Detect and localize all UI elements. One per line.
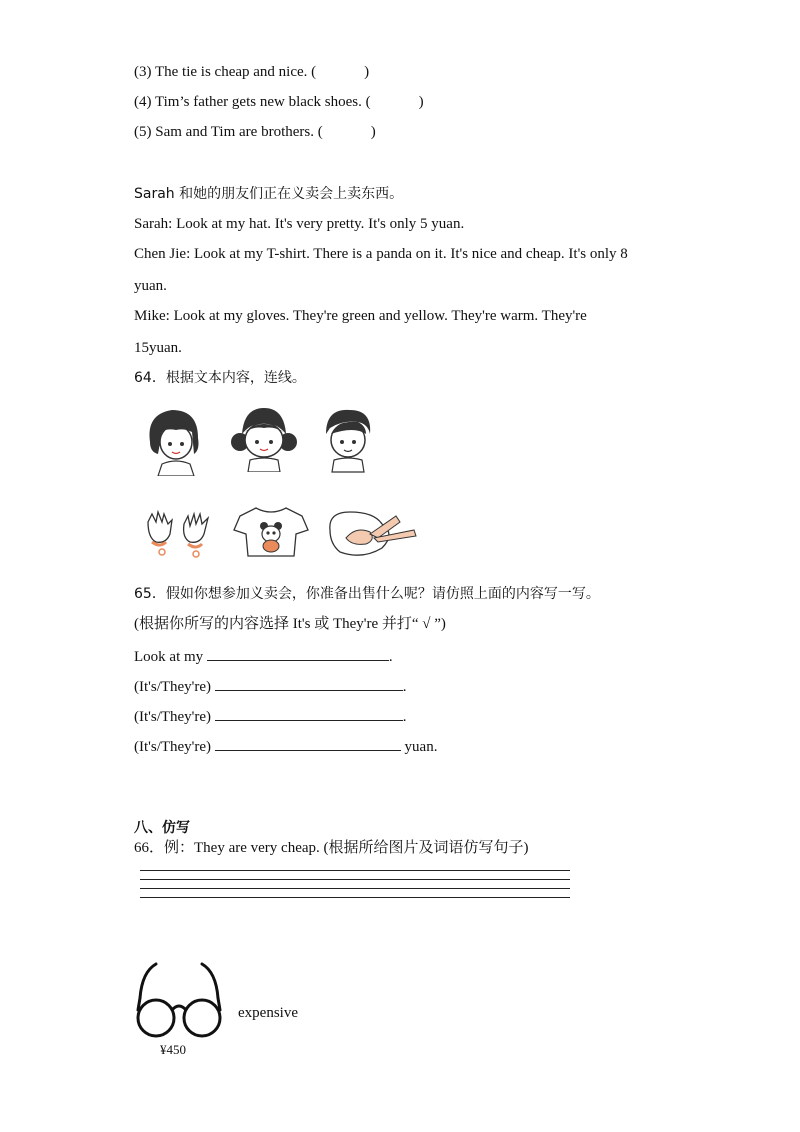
q65-row-4-blank[interactable] bbox=[215, 736, 401, 751]
tf-item-5-close: ) bbox=[370, 124, 376, 140]
q65-row-1-prefix: Look at my bbox=[134, 649, 204, 665]
girl-chenjie-icon bbox=[228, 402, 300, 472]
passage-intro: Sarah 和她的朋友们正在义卖会上卖东西。 bbox=[134, 186, 404, 202]
q65-row-3-prefix: (It's/They're) bbox=[134, 709, 212, 725]
passage-line-chenjie-cont: yuan. bbox=[134, 278, 167, 294]
q65-row-3 bbox=[134, 706, 407, 727]
q65-row-3-blank[interactable] bbox=[215, 706, 403, 721]
section-8-title: 八、仿写 bbox=[134, 820, 190, 836]
tf-item-4-text: (4) Tim’s father gets new black shoes. ( bbox=[134, 94, 371, 110]
panda-tshirt-icon bbox=[232, 504, 310, 560]
q65-row-2-suffix: . bbox=[402, 679, 407, 695]
q65-row-4-suffix: yuan. bbox=[404, 739, 438, 755]
passage-line-sarah: Sarah: Look at my hat. It's very pretty. It's only 5 yuan. bbox=[134, 216, 465, 232]
gloves-icon bbox=[142, 508, 214, 560]
boy-mike-icon bbox=[318, 404, 378, 474]
hat-icon bbox=[326, 504, 422, 560]
glasses-icon bbox=[132, 958, 226, 1042]
q66-price: ¥450 bbox=[160, 1042, 186, 1057]
question-65: 65．假如你想参加义卖会，你准备出售什么呢？请仿照上面的内容写一写。 bbox=[134, 586, 600, 602]
writing-line[interactable] bbox=[140, 870, 570, 879]
q65-row-4 bbox=[134, 736, 437, 757]
tf-item-5-text: (5) Sam and Tim are brothers. ( bbox=[134, 124, 323, 140]
q65-row-1-suffix: . bbox=[388, 649, 393, 665]
question-65-note: (根据你所写的内容选择 It's 或 They're 并打“ √ ”) bbox=[134, 616, 446, 632]
q65-row-3-suffix: . bbox=[402, 709, 407, 725]
tf-item-4-close: ) bbox=[418, 94, 424, 110]
question-64: 64．根据文本内容，连线。 bbox=[134, 370, 306, 386]
writing-line[interactable] bbox=[140, 888, 570, 897]
passage-line-chenjie: Chen Jie: Look at my T-shirt. There is a panda on it. It's nice and cheap. It's only 8 bbox=[134, 246, 628, 262]
tf-item-3-close: ) bbox=[364, 64, 370, 80]
tf-item-3-text: (3) The tie is cheap and nice. ( bbox=[134, 64, 317, 80]
writing-lines[interactable] bbox=[140, 870, 570, 906]
q65-row-1 bbox=[134, 646, 393, 667]
tf-item-4 bbox=[134, 92, 424, 112]
tf-item-5 bbox=[134, 122, 376, 142]
q66-word: expensive bbox=[238, 1005, 298, 1021]
q65-row-2-blank[interactable] bbox=[215, 676, 403, 691]
q65-row-2 bbox=[134, 676, 407, 697]
question-66: 66．例：They are very cheap. (根据所给图片及词语仿写句子) bbox=[134, 840, 529, 856]
passage-line-mike-cont: 15yuan. bbox=[134, 340, 182, 356]
tf-item-3 bbox=[134, 62, 369, 82]
q65-row-1-blank[interactable] bbox=[207, 646, 389, 661]
girl-sarah-icon bbox=[140, 402, 210, 476]
passage-line-mike: Mike: Look at my gloves. They're green and yellow. They're warm. They're bbox=[134, 308, 587, 324]
writing-line[interactable] bbox=[140, 879, 570, 888]
writing-line[interactable] bbox=[140, 897, 570, 906]
q65-row-4-prefix: (It's/They're) bbox=[134, 739, 212, 755]
q65-row-2-prefix: (It's/They're) bbox=[134, 679, 212, 695]
